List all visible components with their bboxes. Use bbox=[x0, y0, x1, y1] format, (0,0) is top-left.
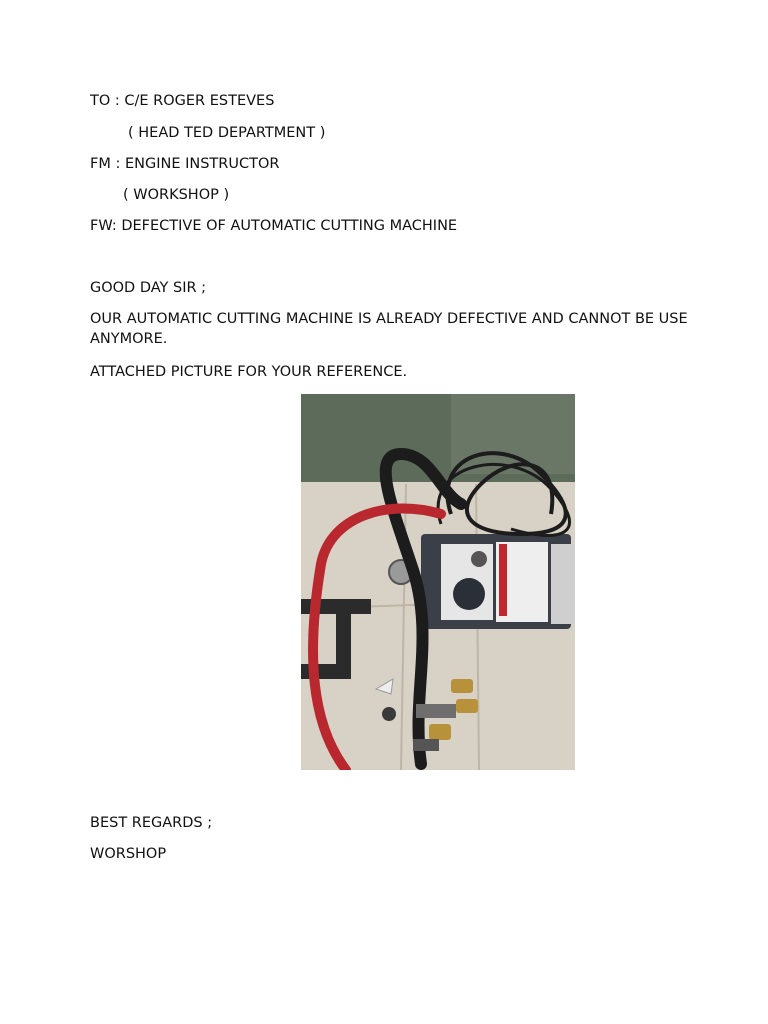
greeting: GOOD DAY SIR ; bbox=[90, 280, 207, 296]
body-paragraph-2: ATTACHED PICTURE FOR YOUR REFERENCE. bbox=[90, 364, 408, 380]
memo-subject: FW: DEFECTIVE OF AUTOMATIC CUTTING MACHINE bbox=[90, 218, 458, 234]
closing-regards: BEST REGARDS ; bbox=[90, 815, 213, 831]
memo-to: TO : C/E ROGER ESTEVES bbox=[90, 93, 275, 109]
attached-photo-cutting-machine bbox=[301, 394, 575, 770]
signature: WORSHOP bbox=[90, 846, 167, 862]
body-paragraph-1: OUR AUTOMATIC CUTTING MACHINE IS ALREADY DEFECTIVE AND CANNOT BE USE ANYMORE. bbox=[90, 311, 688, 347]
memo-from-department: ( WORKSHOP ) bbox=[123, 187, 230, 203]
memo-to-department: ( HEAD TED DEPARTMENT ) bbox=[128, 125, 326, 141]
memo-from: FM : ENGINE INSTRUCTOR bbox=[90, 156, 280, 172]
